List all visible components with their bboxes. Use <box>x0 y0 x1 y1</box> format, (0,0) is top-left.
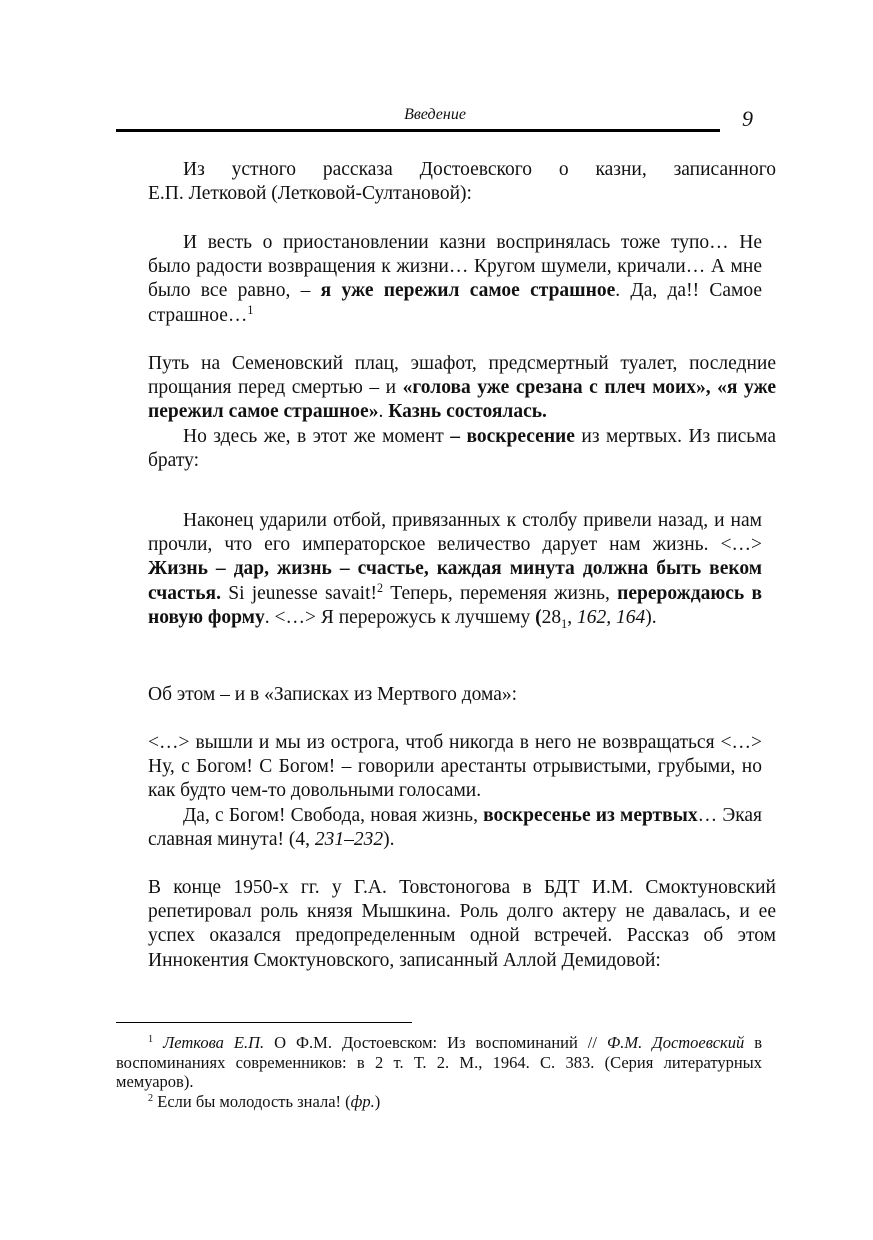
running-header-title: Введение <box>404 106 466 123</box>
footnote-ref[interactable]: 2 <box>377 580 384 595</box>
footnote-ref[interactable]: 1 <box>247 302 254 317</box>
quote-italic: 231–232 <box>314 828 384 850</box>
quote-bold: воскресенье из мертвых <box>483 804 698 826</box>
quote-text: 28 <box>541 606 562 628</box>
paragraph-intro-line1: Из устного рассказа Достоевского о казни, записанного <box>183 159 776 180</box>
footnote-1 <box>116 1033 762 1092</box>
quote-text: ). <box>645 606 657 628</box>
footnote-rule <box>116 1022 412 1023</box>
quote-italic: 162, 164 <box>576 606 646 628</box>
quote-text: ). <box>383 828 395 850</box>
paragraph-bold: «голова уже срезана с плеч моих», «я уже пережил самое страшное» <box>148 377 776 423</box>
quote-text: Si jeunesse savait! <box>220 582 377 604</box>
paragraph-smoktunovsky <box>148 876 776 973</box>
page-number: 9 <box>742 106 753 131</box>
quote-bold: ( <box>535 606 542 628</box>
paragraph-text: Путь на Семеновский плац, эшафот, предсмертный туалет, последние прощания перед смертью – и <box>148 353 776 399</box>
footnote-text: ) <box>374 1091 381 1111</box>
footnote-number: 2 <box>148 1092 154 1104</box>
footnote-lang: фр. <box>350 1091 375 1111</box>
volume-subscript: 1 <box>561 616 568 631</box>
quote-text: Наконец ударили отбой, привязанных к столбу привели назад, и нам прочли, что его императорское величество дарует нам жизнь. <…> <box>148 510 762 556</box>
quote-dead-house <box>148 731 762 852</box>
paragraph-text: . <box>378 401 389 423</box>
quote-text: <…> вышли и мы из острога, чтоб никогда в него не возвращаться <…> Ну, с Богом! С Богом! – говорили арестанты отрывистыми, грубыми, но как будто чем-то довольными голосами. <box>148 732 762 802</box>
paragraph-text: Но здесь же, в этот же момент <box>183 425 451 447</box>
quote-bold: перерождаюсь в новую форму <box>148 582 762 628</box>
header-rule <box>116 129 720 132</box>
paragraph-bold: Казнь состоялась. <box>388 401 547 423</box>
footnotes <box>116 1033 762 1111</box>
quote-bold: Жизнь – дар, жизнь – счастье, каждая минута должна быть веком счастья. <box>148 558 762 604</box>
quote-execution <box>148 231 762 328</box>
quote-text: … Экая славная минута! (4, <box>148 804 762 850</box>
footnote-text: Если бы молодость знала! ( <box>153 1091 351 1111</box>
paragraph-text: Об этом – и в «Записках из Мертвого дома»: <box>148 684 518 705</box>
quote-text: , <box>567 606 577 628</box>
paragraph-semenovsky <box>148 352 776 473</box>
paragraph-text: из мертвых. Из письма брату: <box>148 425 777 471</box>
quote-text: Да, с Богом! Свобода, новая жизнь, <box>183 804 484 826</box>
footnote-text: О Ф.М. Достоевском: Из воспоминаний // <box>264 1033 607 1052</box>
footnote-2 <box>116 1092 762 1112</box>
quote-text: . Да, да!! Самое страшное… <box>148 280 762 326</box>
footnote-text: в воспоминаниях современников: в 2 т. Т. 2. М., 1964. С. 383. (Серия литературных мемуаров). <box>116 1033 763 1091</box>
quote-text: И весть о приостановлении казни воспринялась тоже тупо… Не было радости возвращения к жизни… Кругом шумели, кричали… А мне было все равно, – <box>148 232 762 302</box>
footnote-number: 1 <box>148 1033 154 1045</box>
paragraph-bold: – воскресение <box>450 425 575 447</box>
footnote-author: Леткова Е.П. <box>163 1033 265 1052</box>
paragraph-intro-line2: Е.П. Летковой (Летковой-Султановой): <box>148 183 472 205</box>
paragraph-intro <box>148 158 776 206</box>
quote-text: Теперь, переменяя жизнь, <box>383 582 618 604</box>
quote-bold: я уже пережил самое страшное <box>320 280 616 302</box>
quote-letter <box>148 509 762 630</box>
paragraph-notes-dead-house <box>148 683 776 707</box>
footnote-book: Ф.М. Достоевский <box>606 1033 745 1052</box>
quote-text: . <…> Я перерожусь к лучшему <box>264 606 536 628</box>
paragraph-text: В конце 1950-х гг. у Г.А. Товстоногова в БДТ И.М. Смоктуновский репетировал роль князя Мышкина. Роль долго актеру не давалась, и ее успех оказался предопределенным одной встречей. Рассказ об этом Иннокентия Смоктуновского, записанный Аллой Демидовой: <box>148 877 776 971</box>
